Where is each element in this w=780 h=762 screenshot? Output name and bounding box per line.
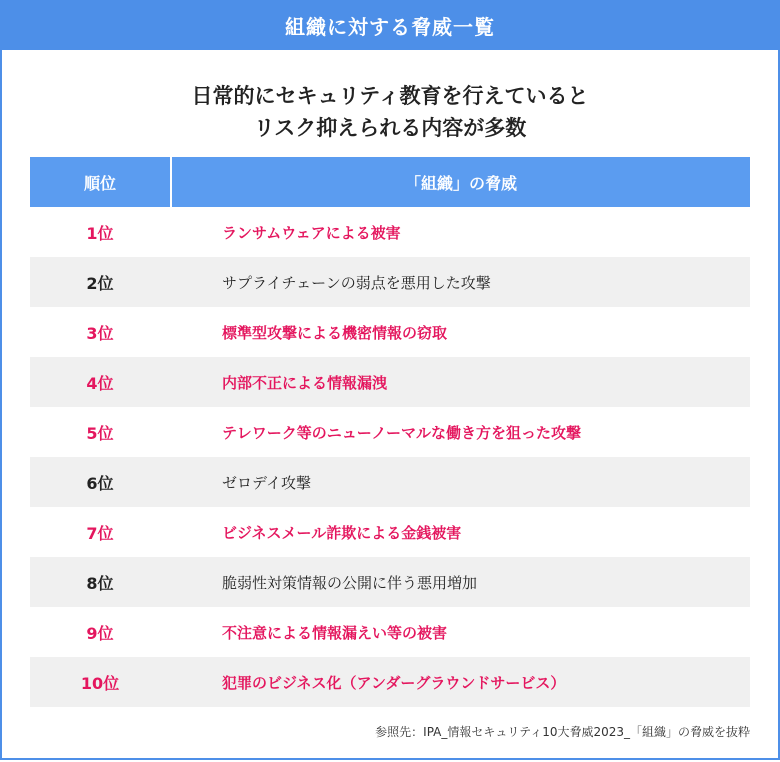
threat-cell: サプライチェーンの弱点を悪用した攻撃 <box>222 273 491 292</box>
threat-cell: ランサムウェアによる被害 <box>222 223 401 242</box>
threat-table <box>30 157 750 707</box>
threat-cell: 脆弱性対策情報の公開に伴う悪用増加 <box>222 573 478 592</box>
threat-cell: 標準型攻撃による機密情報の窃取 <box>222 323 448 342</box>
rank-cell: 9位 <box>86 623 114 643</box>
table-row <box>30 207 750 257</box>
rank-cell: 6位 <box>86 473 114 493</box>
rank-cell: 3位 <box>86 323 114 343</box>
threat-cell: 犯罪のビジネス化（アンダーグラウンドサービス） <box>222 673 566 692</box>
table-row <box>30 257 750 307</box>
banner <box>0 0 780 50</box>
banner-title: 組織に対する脅威一覧 <box>285 14 495 39</box>
page-heading <box>0 80 780 144</box>
table-row <box>30 357 750 407</box>
rank-cell: 8位 <box>86 573 114 593</box>
table-row <box>30 657 750 707</box>
rank-cell: 5位 <box>86 423 114 443</box>
table-row <box>30 307 750 357</box>
column-header-threat: 「組織」の脅威 <box>404 173 517 193</box>
threat-cell: 内部不正による情報漏洩 <box>222 373 388 392</box>
rank-cell: 10位 <box>80 673 120 693</box>
table-row <box>30 407 750 457</box>
rank-cell: 7位 <box>86 523 114 543</box>
heading-line-2: リスク抑えられる内容が多数 <box>253 116 527 140</box>
table-row <box>30 457 750 507</box>
heading-line-1: 日常的にセキュリティ教育を行えていると <box>191 84 589 108</box>
threat-cell: ビジネスメール詐欺による金銭被害 <box>222 523 462 542</box>
rank-cell: 4位 <box>86 373 114 393</box>
threat-cell: 不注意による情報漏えい等の被害 <box>222 623 448 642</box>
table-row <box>30 507 750 557</box>
rank-cell: 2位 <box>86 273 114 293</box>
rank-cell: 1位 <box>86 223 114 243</box>
threat-cell: ゼロデイ攻撃 <box>222 473 311 492</box>
column-header-rank: 順位 <box>30 157 172 207</box>
threat-cell: テレワーク等のニューノーマルな働き方を狙った攻撃 <box>222 423 581 442</box>
table-header <box>30 157 750 207</box>
table-row <box>30 557 750 607</box>
table-row <box>30 607 750 657</box>
source-note: 参照先：IPA_情報セキュリティ10大脅威2023_「組織」の脅威を抜粋 <box>375 725 750 739</box>
